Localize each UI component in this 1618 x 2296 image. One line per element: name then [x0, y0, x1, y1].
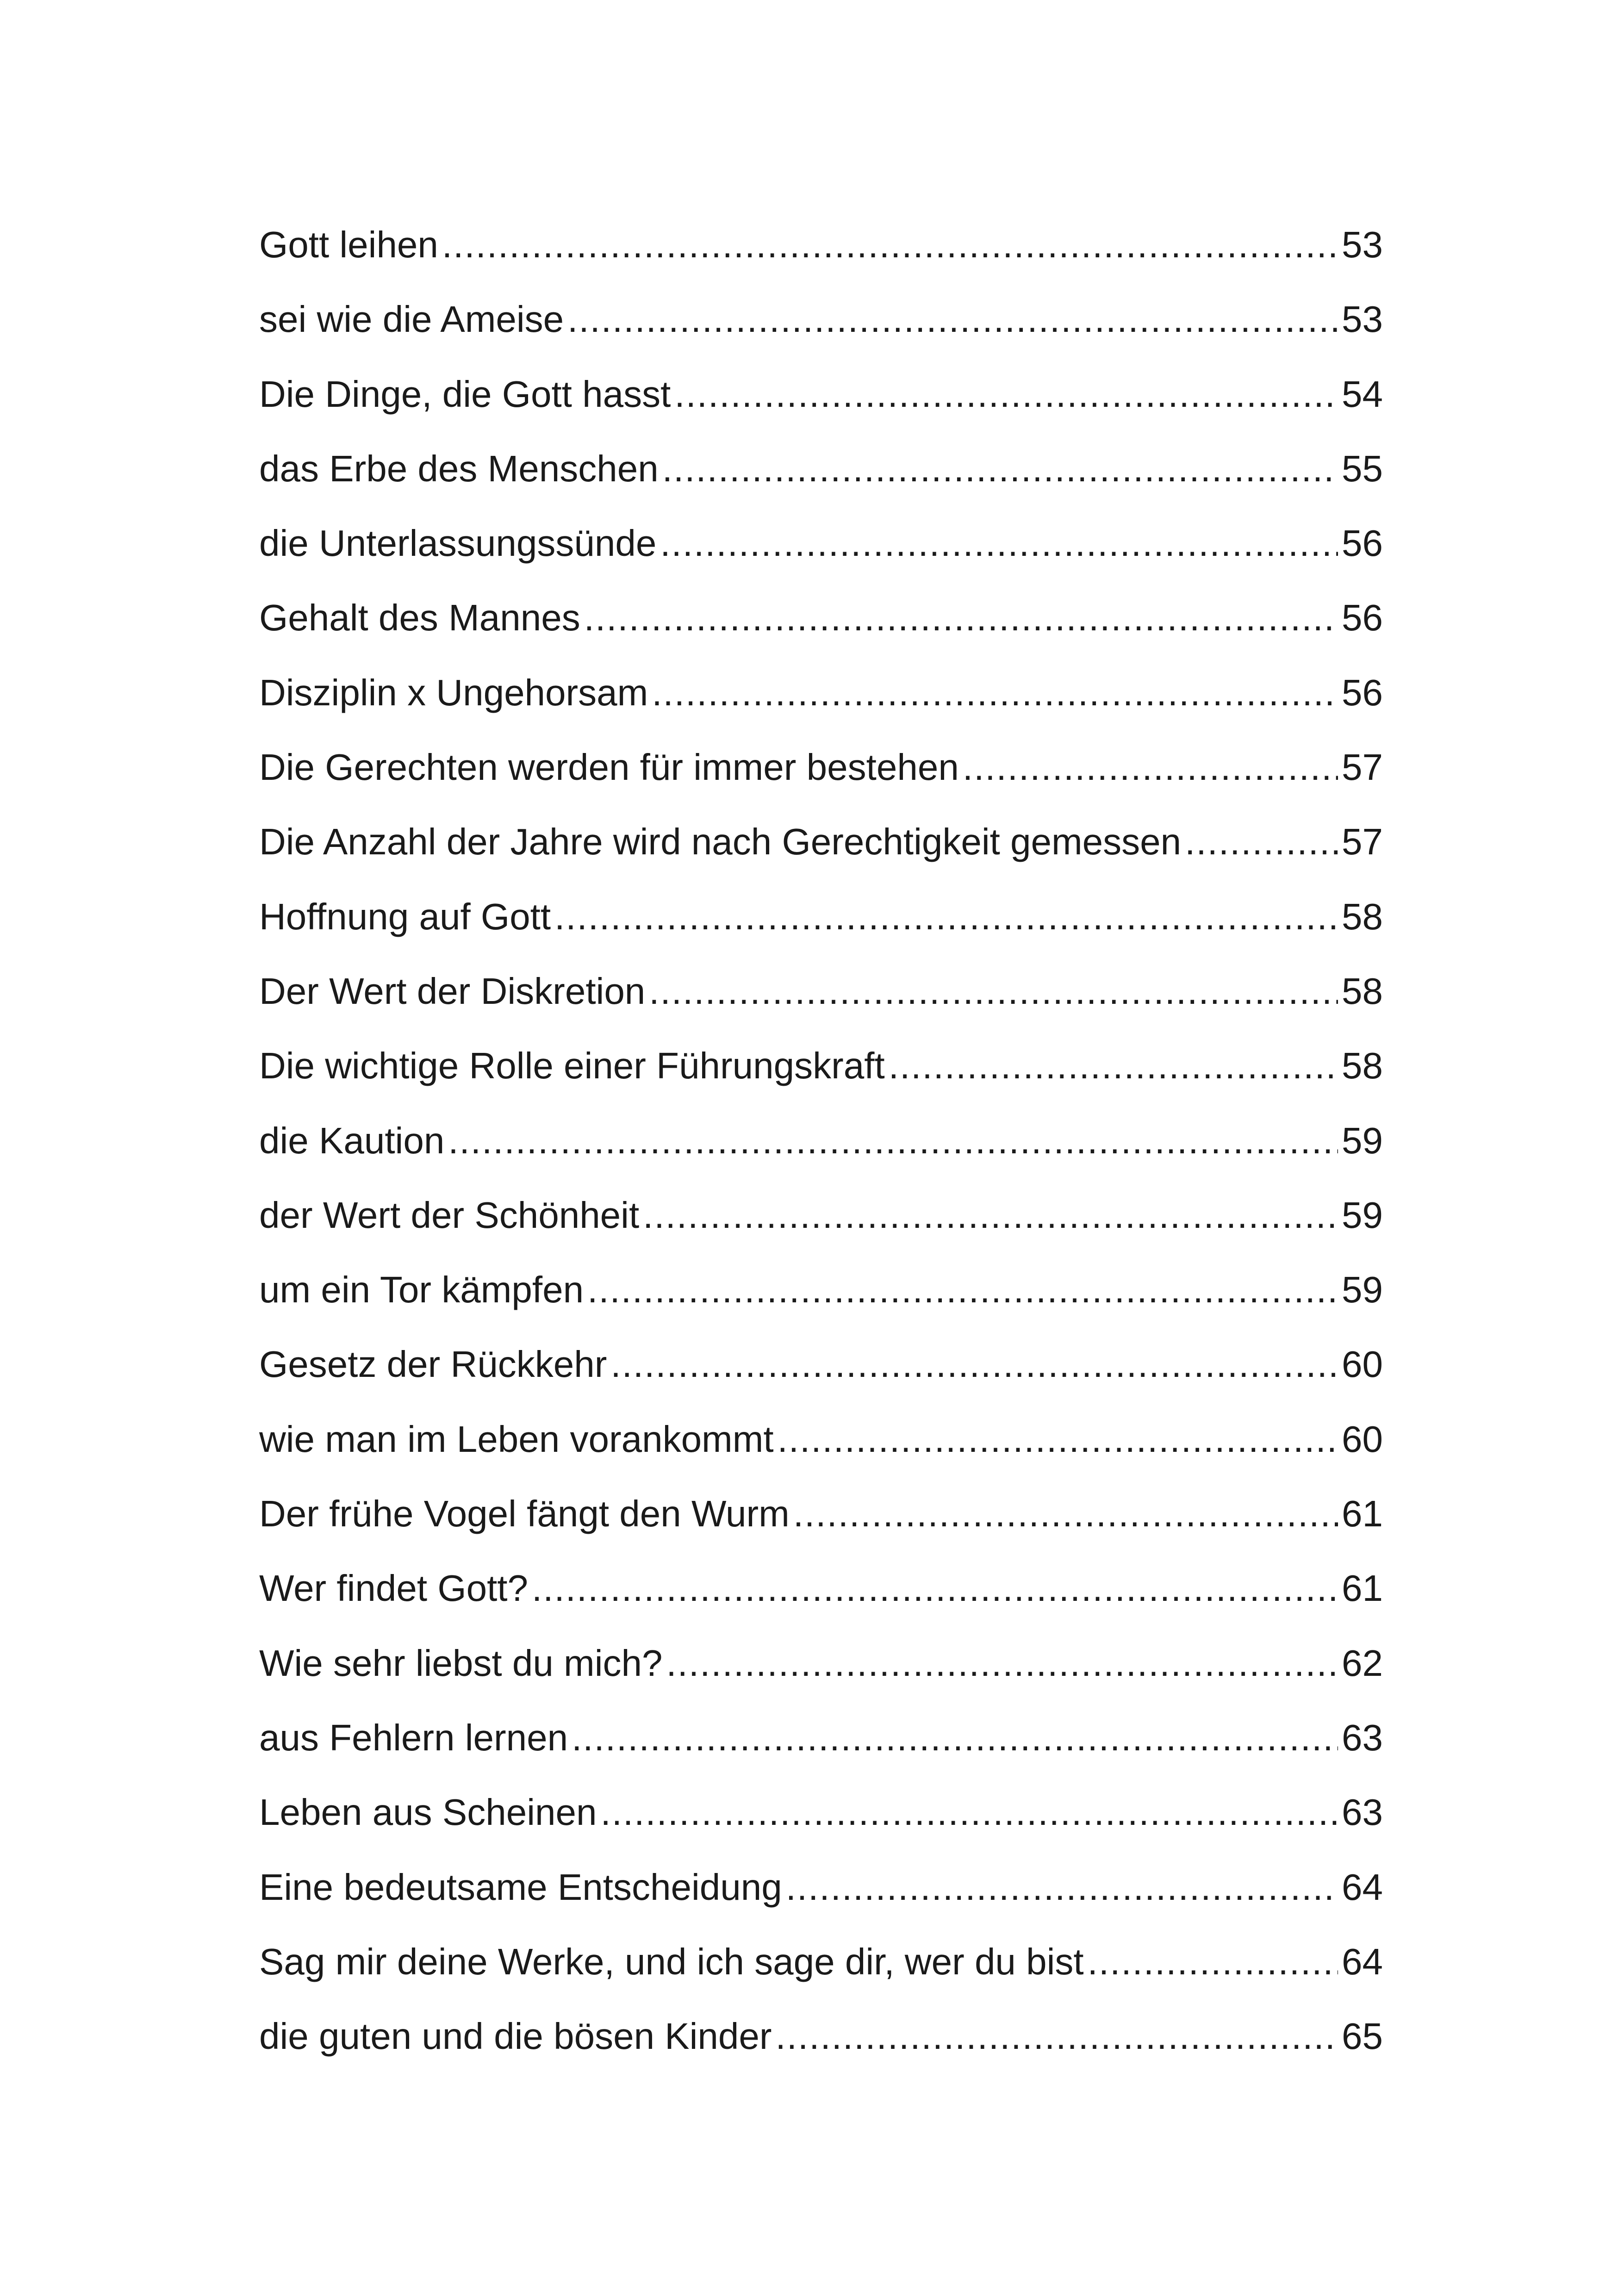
dot-leader: [643, 1178, 1338, 1252]
toc-entry[interactable]: [259, 1103, 1383, 1178]
toc-entry[interactable]: [259, 1700, 1383, 1775]
toc-entry[interactable]: [259, 431, 1383, 506]
dot-leader: [660, 506, 1338, 580]
toc-entry-title: Disziplin x Ungehorsam: [259, 672, 648, 713]
toc-entry[interactable]: [259, 282, 1383, 356]
toc-entry[interactable]: [259, 730, 1383, 804]
toc-entry-title: Die Dinge, die Gott hasst: [259, 373, 671, 415]
toc-entry-title: wie man im Leben vorankommt: [259, 1418, 774, 1460]
toc-entry-page: 54: [1342, 373, 1383, 415]
toc-entry-title: Wer findet Gott?: [259, 1568, 529, 1609]
toc-entry[interactable]: [259, 1850, 1383, 1924]
toc-entry-page: 56: [1342, 523, 1383, 564]
toc-entry-page: 63: [1342, 1792, 1383, 1833]
toc-entry-title: Eine bedeutsame Entscheidung: [259, 1866, 782, 1908]
toc-entry[interactable]: [259, 1924, 1383, 1999]
toc-entry-title: die guten und die bösen Kinder: [259, 2016, 772, 2057]
toc-entry-page: 57: [1342, 821, 1383, 863]
toc-entry-title: der Wert der Schönheit: [259, 1194, 640, 1236]
toc-entry[interactable]: [259, 804, 1383, 879]
toc-entry-page: 57: [1342, 747, 1383, 788]
toc-entry-page: 65: [1342, 2016, 1383, 2057]
toc-entry-page: 64: [1342, 1866, 1383, 1908]
toc-entry[interactable]: [259, 1327, 1383, 1401]
dot-leader: [652, 655, 1338, 730]
toc-entry-title: Die Anzahl der Jahre wird nach Gerechtigkeit gemessen: [259, 821, 1182, 863]
dot-leader: [584, 580, 1338, 655]
toc-entry-page: 53: [1342, 224, 1383, 265]
dot-leader: [554, 879, 1338, 954]
dot-leader: [601, 1775, 1338, 1849]
toc-entry[interactable]: [259, 506, 1383, 580]
toc-entry-title: Gesetz der Rückkehr: [259, 1344, 607, 1385]
toc-entry-page: 59: [1342, 1269, 1383, 1311]
toc-entry-title: um ein Tor kämpfen: [259, 1269, 584, 1311]
dot-leader: [666, 1626, 1338, 1700]
dot-leader: [442, 207, 1338, 282]
toc-entry-title: sei wie die Ameise: [259, 299, 564, 340]
toc-entry-title: aus Fehlern lernen: [259, 1717, 568, 1758]
dot-leader: [889, 1028, 1338, 1103]
dot-leader: [1185, 804, 1338, 879]
toc-entry-title: die Unterlassungssünde: [259, 523, 657, 564]
toc-entry-page: 55: [1342, 448, 1383, 489]
dot-leader: [532, 1551, 1338, 1625]
toc-entry-title: Leben aus Scheinen: [259, 1792, 597, 1833]
toc-entry[interactable]: [259, 1999, 1383, 2073]
toc-entry-page: 59: [1342, 1120, 1383, 1161]
toc-entry[interactable]: [259, 1028, 1383, 1103]
dot-leader: [587, 1252, 1338, 1327]
toc-entry-title: Die Gerechten werden für immer bestehen: [259, 747, 959, 788]
toc-entry-page: 60: [1342, 1344, 1383, 1385]
toc-entry-title: die Kaution: [259, 1120, 445, 1161]
dot-leader: [776, 1999, 1338, 2073]
toc-entry-title: Sag mir deine Werke, und ich sage dir, wer du bist: [259, 1941, 1084, 1982]
toc-entry-page: 59: [1342, 1194, 1383, 1236]
toc-entry[interactable]: [259, 879, 1383, 954]
toc-entry-page: 62: [1342, 1642, 1383, 1684]
dot-leader: [662, 431, 1338, 506]
toc-entry-title: Der Wert der Diskretion: [259, 970, 646, 1012]
toc-entry-page: 56: [1342, 672, 1383, 713]
dot-leader: [572, 1700, 1338, 1775]
toc-entry-title: Gehalt des Mannes: [259, 597, 580, 639]
toc-entry-page: 61: [1342, 1493, 1383, 1535]
toc-entry-title: Wie sehr liebst du mich?: [259, 1642, 663, 1684]
toc-entry[interactable]: [259, 1476, 1383, 1551]
toc-entry-title: Hoffnung auf Gott: [259, 896, 551, 937]
toc-entry-title: Der frühe Vogel fängt den Wurm: [259, 1493, 790, 1535]
toc-entry-page: 53: [1342, 299, 1383, 340]
toc-entry[interactable]: [259, 655, 1383, 730]
toc-entry[interactable]: [259, 1178, 1383, 1252]
toc-entry[interactable]: [259, 954, 1383, 1028]
table-of-contents: [259, 207, 1383, 2073]
dot-leader: [963, 730, 1338, 804]
toc-entry-page: 61: [1342, 1568, 1383, 1609]
toc-entry[interactable]: [259, 1402, 1383, 1476]
toc-entry[interactable]: [259, 580, 1383, 655]
toc-entry[interactable]: [259, 1551, 1383, 1625]
toc-entry-page: 56: [1342, 597, 1383, 639]
toc-entry-title: Die wichtige Rolle einer Führungskraft: [259, 1045, 885, 1087]
dot-leader: [649, 954, 1338, 1028]
dot-leader: [778, 1402, 1338, 1476]
dot-leader: [786, 1850, 1338, 1924]
toc-entry-page: 58: [1342, 970, 1383, 1012]
dot-leader: [448, 1103, 1338, 1178]
toc-entry[interactable]: [259, 1626, 1383, 1700]
dot-leader: [674, 357, 1338, 431]
toc-entry-title: das Erbe des Menschen: [259, 448, 659, 489]
dot-leader: [567, 282, 1338, 356]
toc-entry-page: 63: [1342, 1717, 1383, 1758]
toc-entry[interactable]: [259, 1775, 1383, 1849]
toc-entry-page: 58: [1342, 896, 1383, 937]
toc-entry[interactable]: [259, 1252, 1383, 1327]
toc-entry-title: Gott leihen: [259, 224, 438, 265]
dot-leader: [610, 1327, 1338, 1401]
toc-entry-page: 60: [1342, 1418, 1383, 1460]
toc-entry-page: 64: [1342, 1941, 1383, 1982]
toc-entry[interactable]: [259, 357, 1383, 431]
toc-entry-page: 58: [1342, 1045, 1383, 1087]
dot-leader: [1088, 1924, 1338, 1999]
toc-entry[interactable]: [259, 207, 1383, 282]
dot-leader: [793, 1476, 1338, 1551]
